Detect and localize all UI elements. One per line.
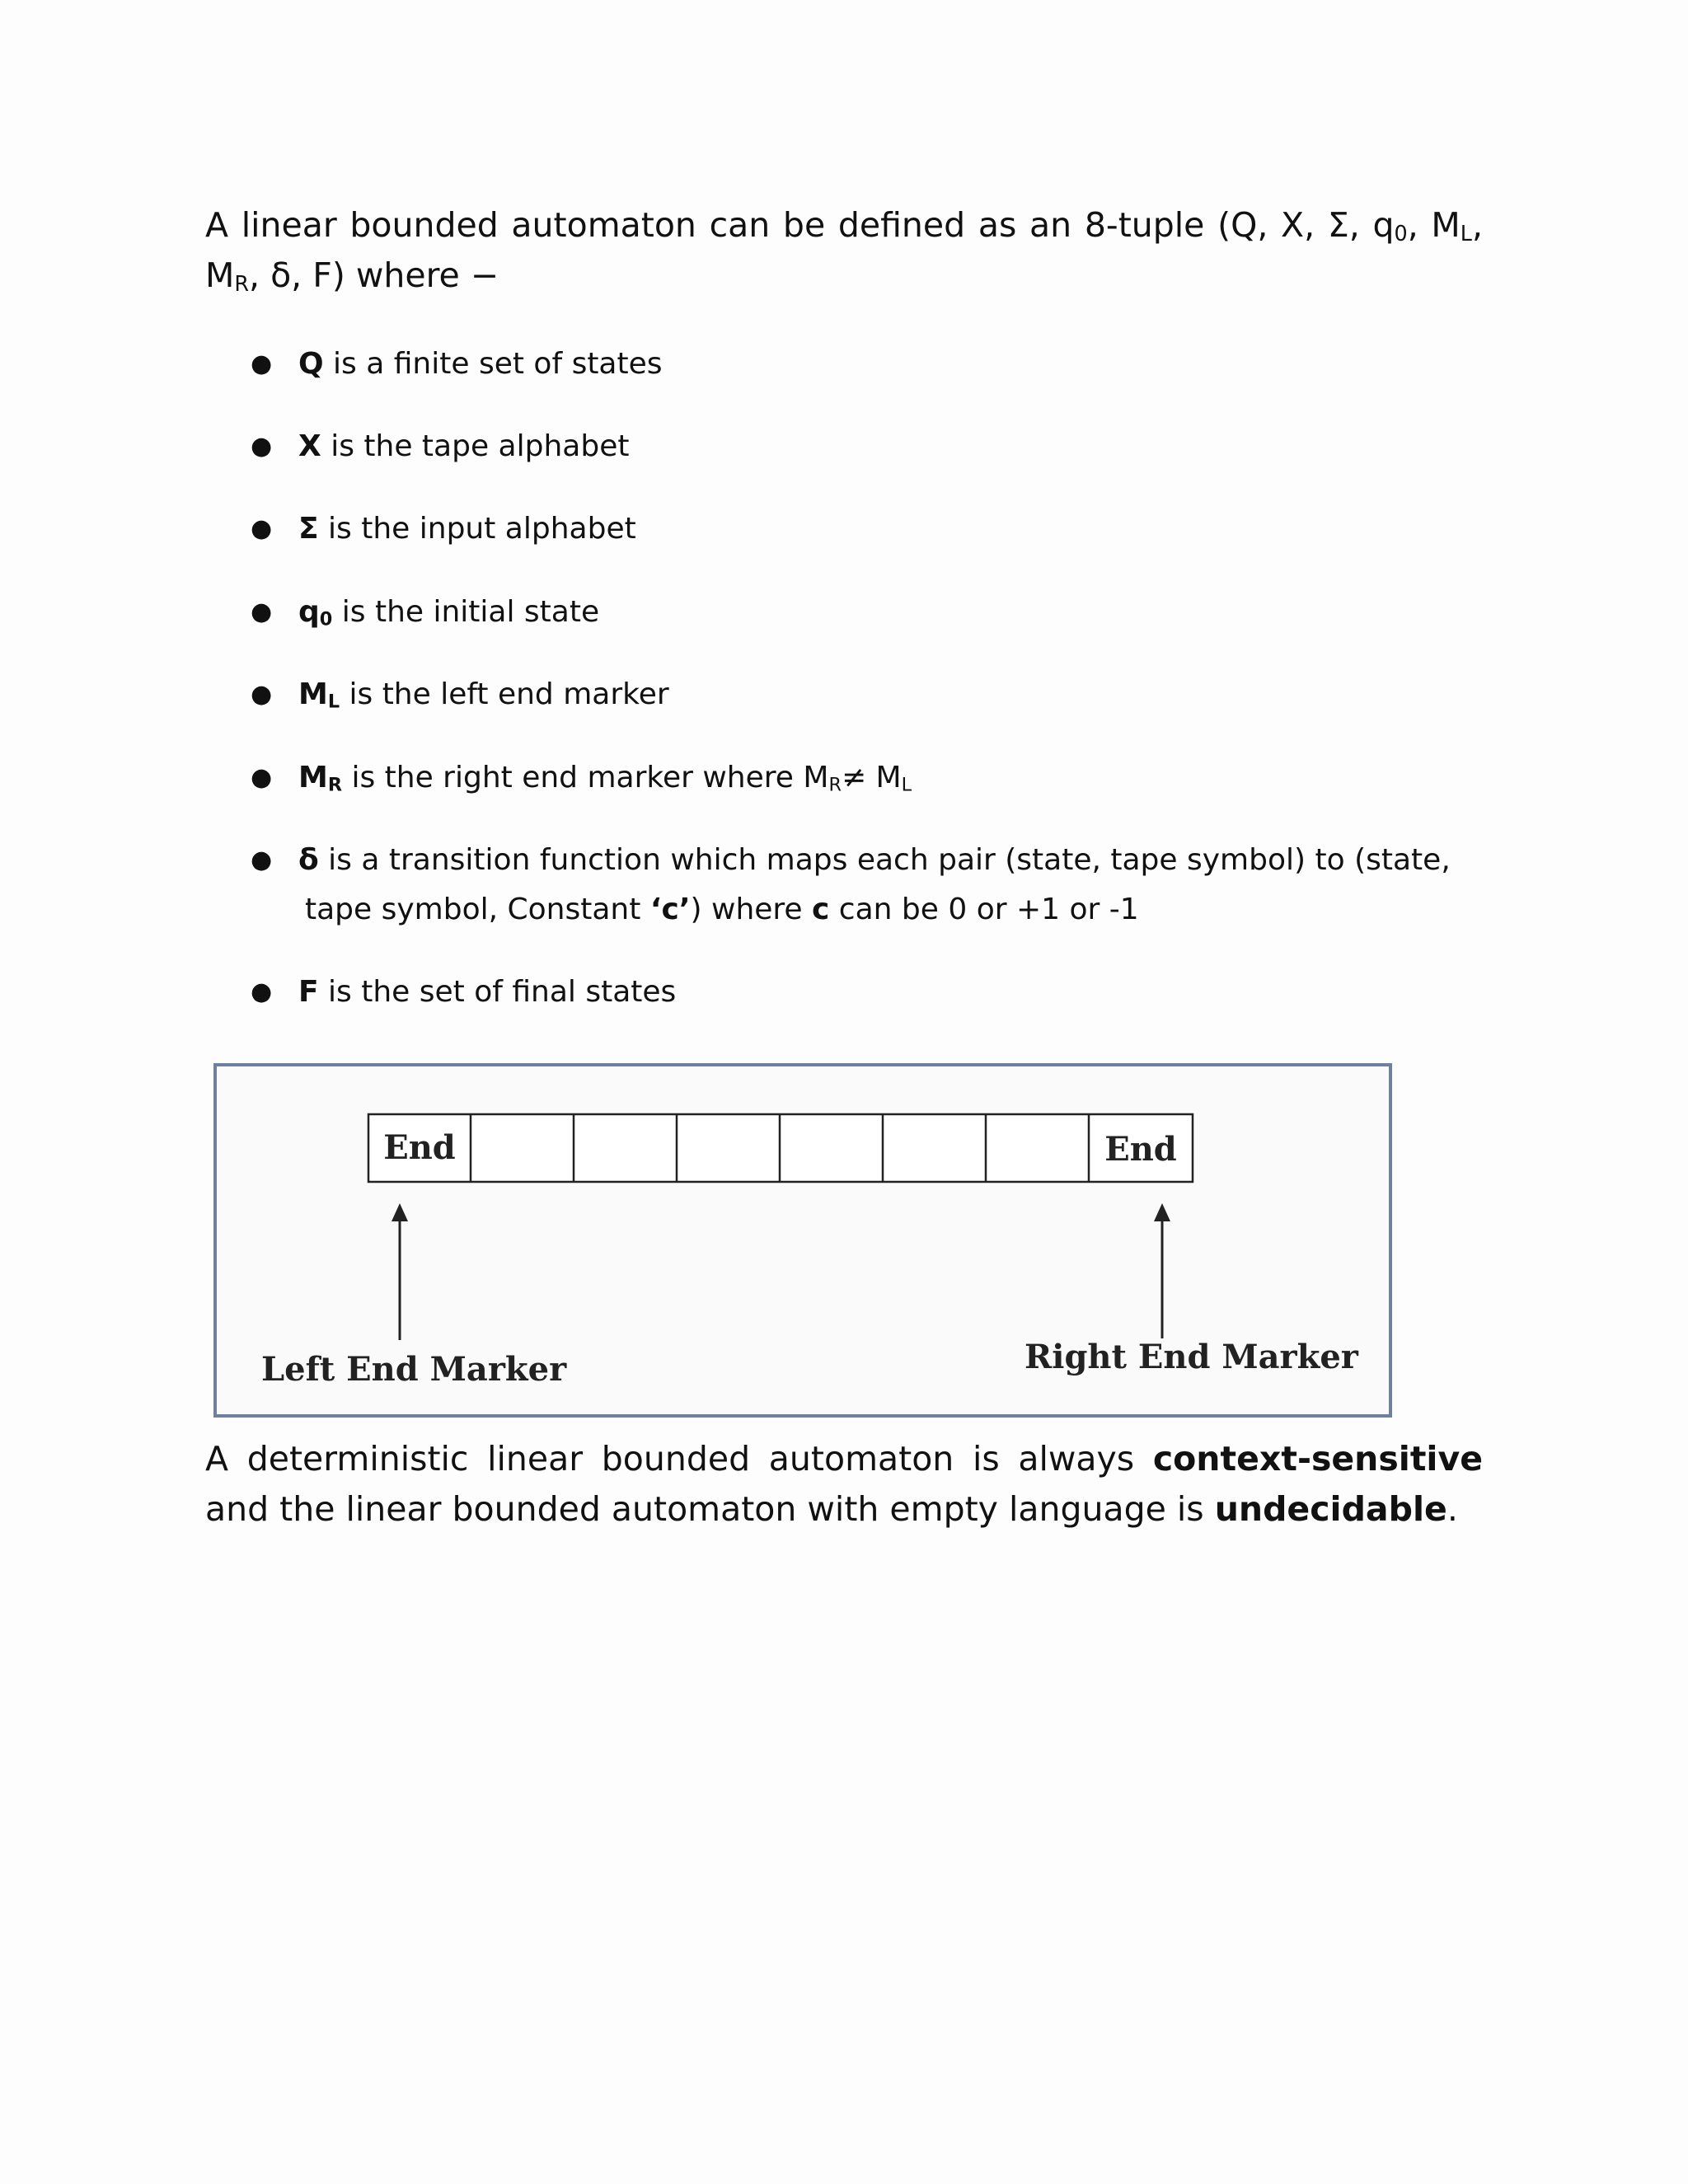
left-end-marker-label: Left End Marker	[261, 1350, 567, 1389]
definition-text-3: ) where	[690, 893, 813, 926]
term-x: X	[298, 429, 321, 463]
definition-text: is the right end marker where M	[342, 761, 829, 794]
definition-text: is a transition function which maps each pair (state, tape symbol) to (state,	[318, 843, 1451, 877]
intro-text-2: , M	[1407, 205, 1461, 245]
definition-list	[0, 0, 1688, 1030]
term-sub: R	[327, 774, 343, 796]
definition-text: is the set of final states	[318, 975, 677, 1009]
closing-bold-1: context-sensitive	[1152, 1439, 1483, 1479]
term-f: F	[298, 975, 319, 1009]
constant-c: c	[812, 893, 830, 926]
bullet-icon: ●	[251, 763, 273, 792]
list-item	[247, 670, 1484, 719]
definition-text-2: ≠ M	[841, 761, 902, 794]
text-sub: R	[828, 774, 842, 796]
bullet-icon: ●	[251, 846, 273, 874]
list-item	[247, 340, 1484, 389]
term-delta: δ	[298, 843, 319, 877]
list-item	[247, 422, 1484, 471]
closing-text-1: A deterministic linear bounded automaton is always	[205, 1439, 1153, 1479]
lba-tape-figure	[213, 1063, 1392, 1418]
definition-text: is the tape alphabet	[321, 429, 630, 463]
closing-text-3: .	[1447, 1489, 1458, 1529]
closing-paragraph	[205, 1434, 1483, 1535]
list-item	[247, 753, 1484, 803]
list-item	[247, 504, 1484, 554]
bullet-icon: ●	[251, 977, 273, 1006]
definition-text: is the left end marker	[340, 677, 669, 711]
intro-text-1: A linear bounded automaton can be defined as an 8-tuple (Q, X, Σ, q	[205, 205, 1395, 245]
left-arrow-up-icon	[392, 1203, 408, 1221]
definition-text: is the initial state	[332, 595, 600, 629]
definition-text-4: can be 0 or +1 or -1	[829, 893, 1139, 926]
text-sub: L	[901, 774, 912, 796]
term-sub: L	[327, 691, 340, 713]
intro-sub-mr: R	[234, 271, 250, 297]
bullet-icon: ●	[251, 680, 273, 709]
bullet-icon: ●	[251, 432, 273, 461]
term-mr: M	[298, 761, 328, 794]
definition-text-2: tape symbol, Constant	[305, 893, 650, 926]
list-item	[247, 836, 1484, 935]
bullet-icon: ●	[251, 514, 273, 543]
bullet-icon: ●	[251, 598, 273, 626]
term-sub: 0	[319, 608, 333, 630]
list-item	[247, 968, 1484, 1017]
term-sigma: Σ	[298, 512, 319, 546]
term-q: Q	[298, 347, 324, 381]
constant-c-quoted: ‘c’	[649, 893, 691, 926]
term-q0: q	[298, 595, 320, 629]
right-arrow-up-icon	[1154, 1203, 1170, 1221]
term-ml: M	[298, 677, 328, 711]
bullet-icon: ●	[251, 349, 273, 378]
list-item	[247, 588, 1484, 637]
tape-cell-left-end: End	[383, 1128, 456, 1167]
intro-sub-q: 0	[1394, 221, 1408, 246]
tape-cell-right-end: End	[1104, 1130, 1177, 1169]
tape-diagram	[217, 1066, 1395, 1421]
intro-text-4: , δ, F) where −	[249, 255, 499, 295]
intro-sub-ml: L	[1460, 221, 1472, 246]
definition-text: is a finite set of states	[323, 347, 663, 381]
right-end-marker-label: Right End Marker	[1025, 1338, 1358, 1376]
closing-text-2: and the linear bounded automaton with empty language is	[205, 1489, 1215, 1529]
definition-text: is the input alphabet	[318, 512, 636, 546]
intro-text-3: , M	[205, 205, 1483, 295]
closing-bold-2: undecidable	[1214, 1489, 1447, 1529]
